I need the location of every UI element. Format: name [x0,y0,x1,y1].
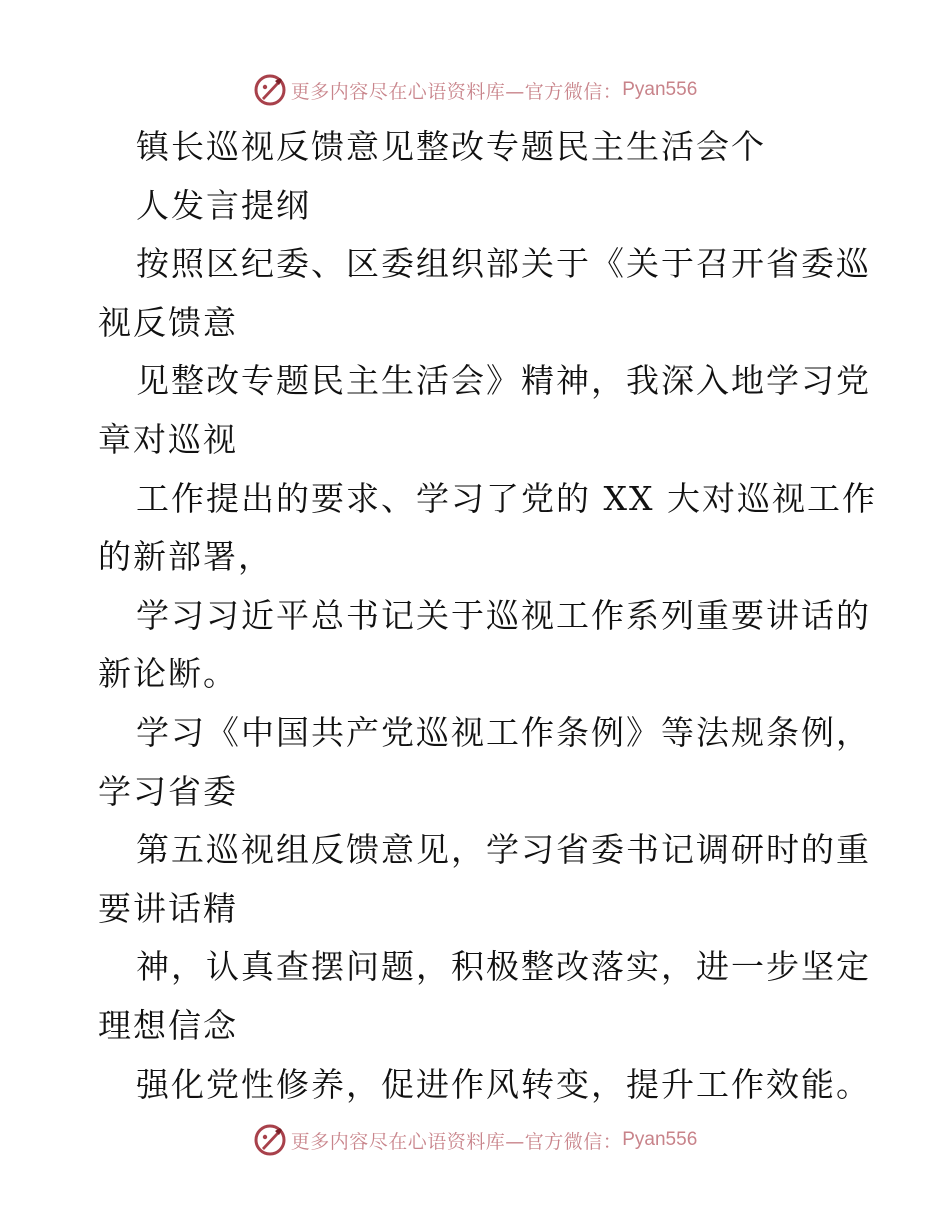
watermark-wechat-id: Pyan556 [622,1129,698,1150]
header-watermark [0,70,950,110]
watermark-text: 更多内容尽在心语资料库—官方微信： [290,1130,623,1153]
text-line: 理想信念 [98,1005,238,1045]
watermark-wechat-id: Pyan556 [622,79,698,100]
quill-logo-icon [253,73,287,107]
text-line: 学习《中国共产党巡视工作条例》等法规条例， [136,712,871,752]
text-line: 按照区纪委、区委组织部关于《关于召开省委巡 [136,244,871,284]
text-line: 工作提出的要求、学习了党的 XX 大对巡视工作 [136,478,877,518]
text-line: 强化党性修养，促进作风转变，提升工作效能。 [136,1064,871,1104]
text-line: 学习习近平总书记关于巡视工作系列重要讲话的 [136,595,871,635]
text-line: 视反馈意 [98,302,238,342]
text-line: 的新部署， [98,537,273,577]
text-line: 第五巡视组反馈意见，学习省委书记调研时的重 [136,830,871,870]
quill-logo-icon [253,1123,287,1157]
text-line: 章对巡视 [98,419,238,459]
text-line: 学习省委 [98,771,238,811]
watermark-text: 更多内容尽在心语资料库—官方微信： [290,80,623,103]
text-line: 新论断。 [98,654,238,694]
text-line: 神，认真查摆问题，积极整改落实，进一步坚定 [136,947,871,987]
text-line: 人发言提纲 [136,185,311,225]
text-line: 镇长巡视反馈意见整改专题民主生活会个 [136,127,766,166]
document-body [98,118,877,1114]
text-line: 见整改专题民主生活会》精神，我深入地学习党 [136,361,871,401]
text-line: 要讲话精 [98,888,238,928]
footer-watermark [0,1120,950,1160]
